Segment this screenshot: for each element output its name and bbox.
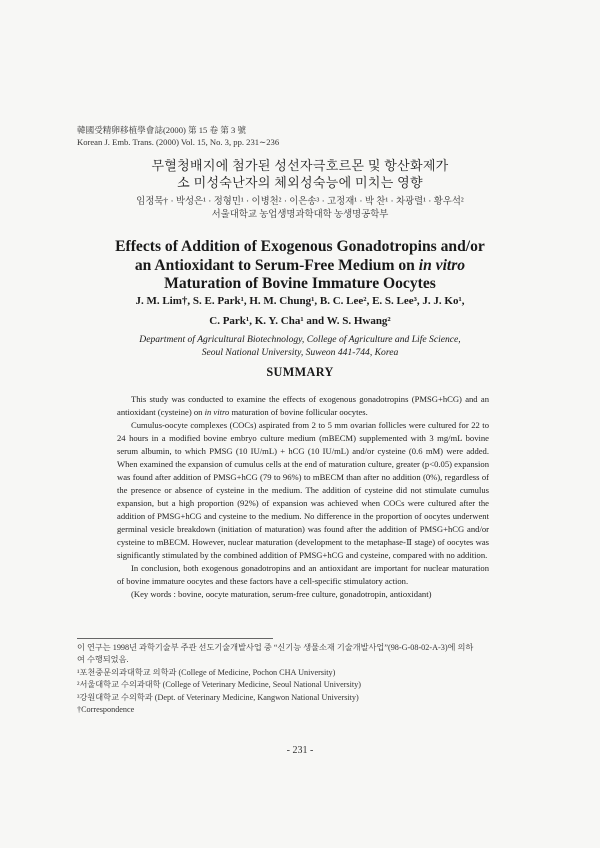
footnote-divider: [77, 638, 273, 639]
english-authors-line-2: C. Park¹, K. Y. Cha¹ and W. S. Hwang²: [209, 315, 391, 327]
affiliation-line-2: Seoul National University, Suweon 441-744, Korea: [201, 347, 399, 358]
footnotes: [77, 642, 497, 716]
footnote-affiliation-2: ²서울대학교 수의과대학 (College of Veterinary Medicine, Seoul National University): [77, 680, 361, 690]
english-title-line-3: Maturation of Bovine Immature Oocytes: [164, 275, 436, 292]
english-title-line-2: [0, 257, 600, 276]
abstract-paragraph-3: In conclusion, both exogenous gonadotropins and an antioxidant are important for nuclear maturation of bovine immature oocytes and these factors have a cell-specific stimulatory action.: [117, 563, 489, 586]
korean-title-line-2: 소 미성숙난자의 체외성숙능에 미치는 영향: [177, 175, 423, 190]
abstract-body: [117, 393, 489, 601]
footnote-affiliation-1: ¹포천중문의과대학교 의학과 (College of Medicine, Pochon CHA University): [77, 667, 336, 677]
journal-header: [77, 124, 279, 148]
abstract-paragraph-1: [117, 393, 489, 419]
footnote-affiliation-3: ³강원대학교 수의학과 (Dept. of Veterinary Medicine, Kangwon National University): [77, 692, 359, 702]
abstract-p1-text-b: maturation of bovine follicular oocytes.: [229, 407, 368, 417]
summary-heading: SUMMARY: [266, 365, 334, 379]
journal-line-english: Korean J. Emb. Trans. (2000) Vol. 15, No. 3, pp. 231∼236: [77, 137, 280, 147]
english-authors-line-1: J. M. Lim†, S. E. Park¹, H. M. Chung¹, B. C. Lee², E. S. Lee³, J. J. Ko¹,: [135, 295, 465, 307]
page-number: - 231 -: [286, 745, 314, 756]
korean-author-list: 임정묵† · 박성은¹ · 정형민¹ · 이병천² · 이은송³ · 고정재¹ · 박 찬¹ · 차광렬¹ · 황우석²: [136, 197, 464, 207]
english-title: [0, 238, 600, 294]
footnote-funding-line-2: 여 수행되었음.: [77, 655, 129, 665]
journal-line-korean: 韓國受精卵移植學會誌(2000) 第 15 卷 第 3 號: [77, 125, 247, 135]
english-title-italic: in vitro: [418, 256, 466, 274]
abstract-keywords: (Key words : bovine, oocyte maturation, serum-free culture, gonadotropin, antioxidant): [131, 589, 432, 599]
korean-title: [0, 157, 600, 191]
footnote-correspondence: †Correspondence: [77, 705, 135, 715]
english-title-line-1: Effects of Addition of Exogenous Gonadotropins and/or: [115, 238, 485, 255]
abstract-paragraph-2: Cumulus-oocyte complexes (COCs) aspirated from 2 to 5 mm ovarian follicles were cultured for 22 to 24 hours in a modified bovine embryo culture medium (mBECM) supplemented with 3 mg/mL bovine serum albumin, to which PMSG (10 IU/mL) + hCG (10 IU/mL) and/or cysteine (0.6 mM) were added. When examined the expansion of cumulus cells at the end of maturation culture, greater (p<0.05) expansion was found after addition of PMSG+hCG (79 to 96%) to mBECM than after no addition (0%), regardless of the presence or absence of cysteine in the medium. The addition of cysteine did not stimulate cumulus expansion, but a high proportion (92%) of expansion was achieved when COCs were cultured after the addition of PMSG+hCG and cysteine to the medium. No difference in the proportion of oocytes underwent germinal vesicle breakdown (initiation of maturation) was found after the addition of PMSG+hCG and/or cysteine to mBECM. However, nuclear maturation (development to the metaphase-Ⅱ stage) of oocytes was significantly stimulated by the combined addition of PMSG+hCG and cysteine, compared with no addition.: [117, 420, 489, 560]
korean-title-line-1: 무혈청배지에 첨가된 성선자극호르몬 및 항산화제가: [151, 158, 449, 173]
korean-affiliation: 서울대학교 농업생명과학대학 농생명공학부: [211, 210, 389, 220]
english-authors: [0, 291, 600, 331]
english-title-line-2-text: an Antioxidant to Serum-Free Medium on: [134, 256, 419, 274]
affiliation-line-1: Department of Agricultural Biotechnology, College of Agriculture and Life Science,: [139, 334, 461, 345]
abstract-p1-italic: in vitro: [204, 407, 230, 417]
korean-authors: [0, 196, 600, 222]
english-affiliation: [0, 333, 600, 359]
footnote-funding-line-1: 이 연구는 1998년 과학기술부 주관 선도기술개발사업 중 “신기능 생물소재 기술개발사업”(98-G-08-02-A-3)에 의하: [77, 643, 474, 652]
abstract-p1-text-a: This study was conducted to examine the effects of exogenous gonadotropins (PMSG+hCG) and an antioxidant (cysteine) on: [117, 394, 489, 417]
